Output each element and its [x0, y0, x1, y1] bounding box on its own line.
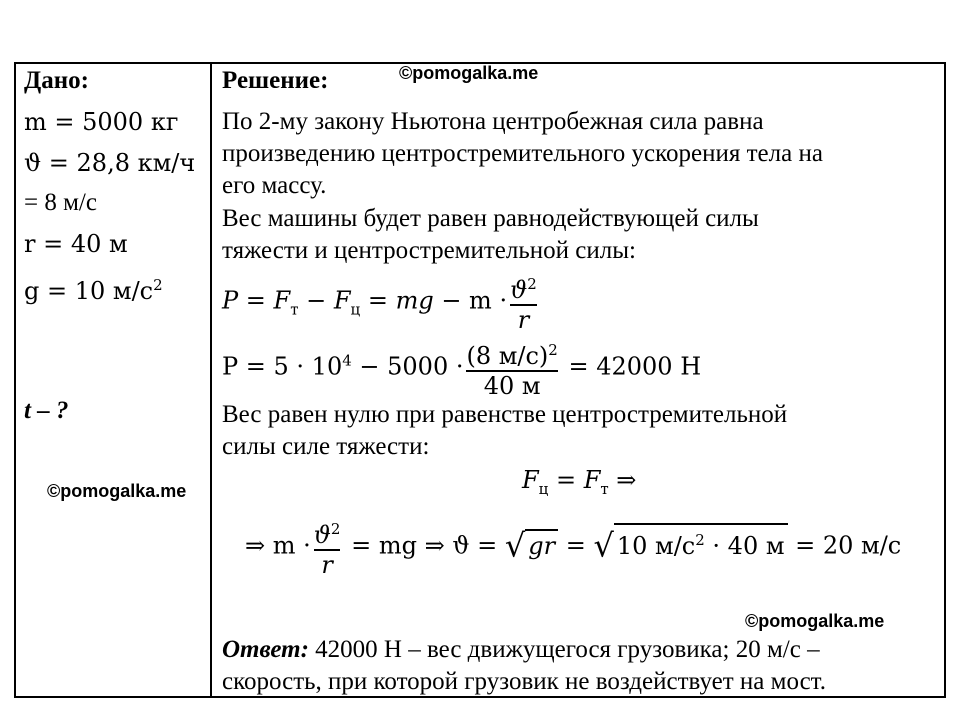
column-divider: [210, 62, 212, 698]
f3-sub-c: ц: [538, 479, 549, 498]
answer-text-1: 42000 Н – вес движущегося грузовика; 20 м/с –: [308, 636, 820, 663]
f2-den: 40 м: [466, 370, 557, 400]
f4-lhs: ⇒ m ·: [245, 531, 311, 560]
f1-num: ϑ: [510, 276, 528, 304]
answer-line2: скорость, при которой грузовик не воздействует на мост.: [222, 668, 826, 695]
formula-equality: [522, 465, 636, 504]
f2-rhs: = 42000 Н: [560, 352, 702, 381]
f4-radical-sign-1: √: [504, 526, 526, 565]
f4-fraction: [314, 515, 341, 579]
f1-F1: F: [273, 286, 291, 315]
f2-num: (8 м/с): [466, 342, 549, 370]
para1-line2: произведению центростремительного ускорения тела на: [222, 140, 823, 167]
f2-mid: − 5000 ·: [351, 352, 464, 381]
given-heading: Дано:: [24, 67, 89, 94]
watermark-bottom: ©pomogalka.me: [745, 611, 885, 631]
given-speed-si: = 8 м/с: [24, 189, 97, 216]
answer-line1: [222, 635, 820, 665]
given-gravity-value: g = 10 м/с: [24, 277, 154, 305]
given-speed: ϑ = 28,8 км/ч: [24, 149, 196, 177]
para1-line1: По 2-му закону Ньютона центробежная сила равна: [222, 108, 764, 135]
answer-label: Ответ:: [222, 636, 309, 663]
f4-rad1: gr: [528, 531, 556, 560]
given-gravity: [24, 270, 163, 306]
f4-rad2-exp: 2: [695, 530, 705, 549]
f3-sub-t: т: [600, 479, 609, 498]
f1-mg: mg: [395, 286, 434, 315]
para2-line1: Вес машины будет равен равнодействующей силы: [222, 205, 759, 232]
f4-rad2: 10 м/с: [616, 531, 696, 560]
formula-speed: [245, 515, 901, 579]
f4-radicand-1: [525, 529, 558, 559]
f1-num-exp: 2: [527, 275, 537, 293]
find-label: t – ?: [24, 397, 69, 424]
f2-lhs: P = 5 · 10: [222, 352, 343, 381]
given-radius: r = 40 м: [24, 230, 128, 258]
watermark-top: ©pomogalka.me: [399, 63, 539, 83]
f4-num-exp: 2: [330, 520, 341, 538]
f2-fraction: [466, 336, 557, 400]
f4-rhs: = 20 м/с: [787, 531, 902, 560]
f4-radical-sign-2: √: [593, 526, 614, 565]
formula-weight: [222, 270, 540, 334]
para3-line2: силы силе тяжести:: [222, 433, 430, 460]
watermark-left: ©pomogalka.me: [47, 481, 187, 501]
f1-sub-c: ц: [350, 300, 361, 319]
f3-eq: =: [548, 466, 584, 494]
f1-den: r: [517, 306, 530, 334]
f1-P: P: [222, 286, 239, 315]
f1-minus: −: [298, 286, 334, 315]
para2-line2: тяжести и центростремительной силы:: [222, 237, 636, 264]
f3-arrow: ⇒: [608, 466, 637, 494]
f4-eq: =: [558, 531, 594, 560]
para3-line1: Вес равен нулю при равенстве центростремительной: [222, 401, 788, 428]
f2-exp: 4: [342, 351, 352, 370]
f4-mid: = mg ⇒ ϑ =: [343, 531, 505, 560]
f4-den: r: [321, 551, 333, 579]
given-mass: m = 5000 кг: [24, 108, 179, 136]
f1-m-dot: − m ·: [433, 286, 508, 315]
f1-eq2: =: [360, 286, 396, 315]
f4-radicand-2: [614, 523, 788, 559]
f4-rad2-tail: · 40 м: [704, 531, 785, 560]
f4-num: ϑ: [313, 521, 331, 549]
formula-weight-value: [222, 336, 701, 400]
f3-F2: F: [583, 466, 601, 494]
para1-line3: его массу.: [222, 172, 327, 199]
given-gravity-exp: 2: [153, 276, 163, 294]
f3-F1: F: [522, 466, 539, 494]
f1-fraction: [510, 270, 537, 334]
f1-sub-t: т: [290, 300, 299, 319]
f1-F2: F: [333, 286, 351, 315]
f2-num-exp: 2: [548, 341, 558, 359]
solution-heading: Решение:: [222, 67, 329, 94]
f1-eq: =: [238, 286, 274, 315]
